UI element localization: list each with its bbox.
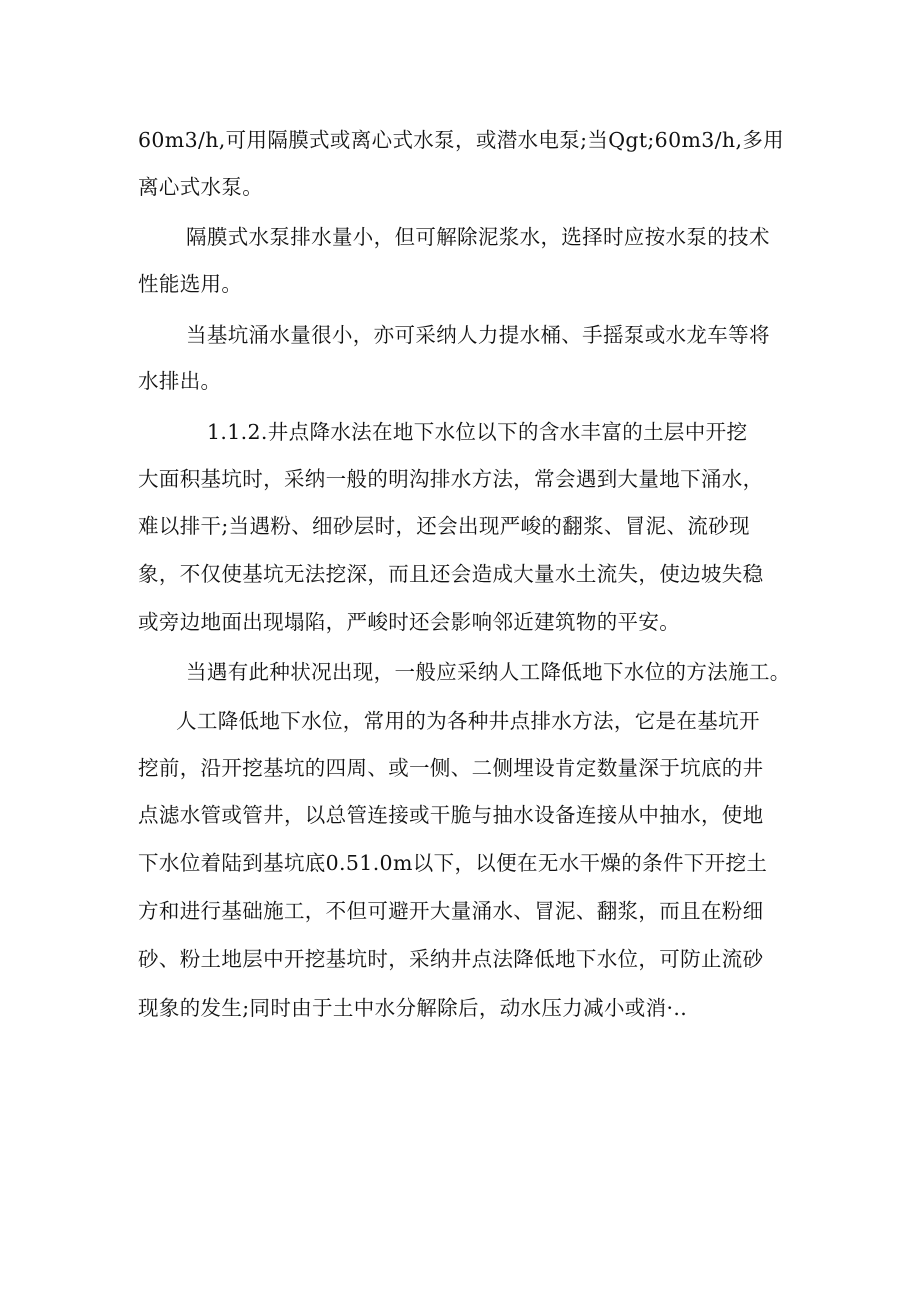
paragraph-line: 方和进行基础施工，不但可避开大量涌水、冒泥、翻浆，而且在粉细	[138, 899, 764, 923]
paragraph-line: 挖前，沿开挖基坑的四周、或一侧、二侧埋设肯定数量深于坑底的井	[138, 756, 764, 780]
paragraph-line: 60m3/h,可用隔膜式或离心式水泵，或潜水电泵;当Qgt;60m3/h,多用	[138, 128, 785, 152]
paragraph-line: 下水位着陆到基坑底0.51.0m以下，以便在无水干燥的条件下开挖土	[138, 851, 768, 875]
paragraph-line: 大面积基坑时，采纳一般的明沟排水方法，常会遇到大量地下涌水，	[138, 467, 764, 491]
paragraph-line: 离心式水泵。	[138, 175, 264, 199]
paragraph-line: 砂、粉土地层中开挖基坑时，采纳井点法降低地下水位，可防止流砂	[138, 947, 764, 971]
paragraph-line: 难以排干;当遇粉、细砂层时，还会出现严峻的翻浆、冒泥、流砂现	[138, 514, 750, 538]
paragraph-line: 当遇有此种状况出现，一般应采纳人工降低地下水位的方法施工。	[186, 660, 791, 684]
paragraph-line: 点滤水管或管井，以总管连接或干脆与抽水设备连接从中抽水，使地	[138, 803, 764, 827]
paragraph-line: 人工降低地下水位，常用的为各种井点排水方法，它是在基坑开	[176, 709, 760, 733]
paragraph-line: 当基坑涌水量很小，亦可采纳人力提水桶、手摇泵或水龙车等将	[186, 323, 770, 347]
paragraph-line: 隔膜式水泵排水量小，但可解除泥浆水，选择时应按水泵的技术	[186, 225, 770, 249]
section-heading-line: 1.1.2.井点降水法在地下水位以下的含水丰富的土层中开挖	[207, 420, 748, 444]
paragraph-line: 象，不仅使基坑无法挖深，而且还会造成大量水土流失，使边坡失稳	[138, 562, 764, 586]
paragraph-line: 水排出。	[138, 369, 222, 393]
paragraph-line: 性能选用。	[138, 272, 243, 296]
paragraph-line: 现象的发生;同时由于土中水分解除后，动水压力减小或消·..	[138, 996, 688, 1020]
paragraph-line: 或旁边地面出现塌陷，严峻时还会影响邻近建筑物的平安。	[138, 610, 681, 634]
